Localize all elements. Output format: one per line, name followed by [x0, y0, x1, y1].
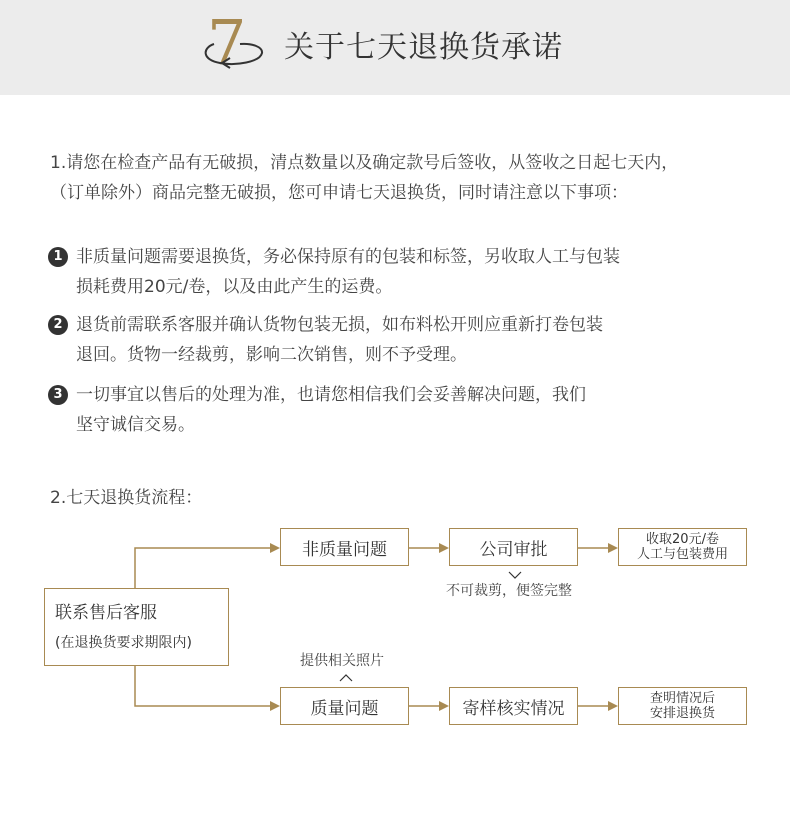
flow-title: 2.七天退换货流程： [50, 488, 203, 508]
intro-line: 1.请您在检查产品有无破损，清点数量以及确定款号后签收，从签收之日起七天内， [50, 153, 679, 173]
section-number: 7 [207, 6, 247, 79]
rule-text: 坚守诚信交易。 [76, 415, 195, 435]
rule-text: 损耗费用20元/卷，以及由此产生的运费。 [76, 277, 393, 297]
quality-issue-box: 质量问题 [280, 687, 409, 725]
company-approval-box: 公司审批 [449, 528, 578, 566]
number-badge: 3 [48, 385, 68, 405]
sample-verify-box: 寄样核实情况 [449, 687, 578, 725]
contact-service-sublabel: (在退换货要求期限内) [55, 635, 192, 651]
number-badge: 2 [48, 315, 68, 335]
number-badge: 1 [48, 247, 68, 267]
arrange-return-line: 安排退换货 [649, 706, 715, 721]
arrange-return-line: 查明情况后 [649, 691, 715, 706]
rule-text: 退货前需联系客服并确认货物包装无损，如布料松开则应重新打卷包装 [76, 315, 603, 335]
contact-service-box [44, 588, 229, 666]
fee-charge-line: 人工与包装费用 [636, 547, 728, 562]
rule-text: 非质量问题需要退换货，务必保持原有的包装和标签，另收取人工与包装 [76, 247, 620, 267]
no-cut-note: 不可裁剪，便签完整 [446, 583, 572, 599]
non-quality-issue-box: 非质量问题 [280, 528, 409, 566]
contact-service-label: 联系售后客服 [55, 603, 157, 623]
rule-text: 一切事宜以售后的处理为准，也请您相信我们会妥善解决问题，我们 [76, 385, 586, 405]
fee-charge-box [618, 528, 747, 566]
rule-text: 退回。货物一经裁剪，影响二次销售，则不予受理。 [76, 345, 467, 365]
intro-line: （订单除外）商品完整无破损，您可申请七天退换货，同时请注意以下事项： [50, 183, 628, 203]
photo-note: 提供相关照片 [300, 653, 384, 669]
fee-charge-line: 收取20元/卷 [646, 532, 719, 547]
page-title: 关于七天退换货承诺 [284, 30, 563, 65]
arrange-return-box [618, 687, 747, 725]
